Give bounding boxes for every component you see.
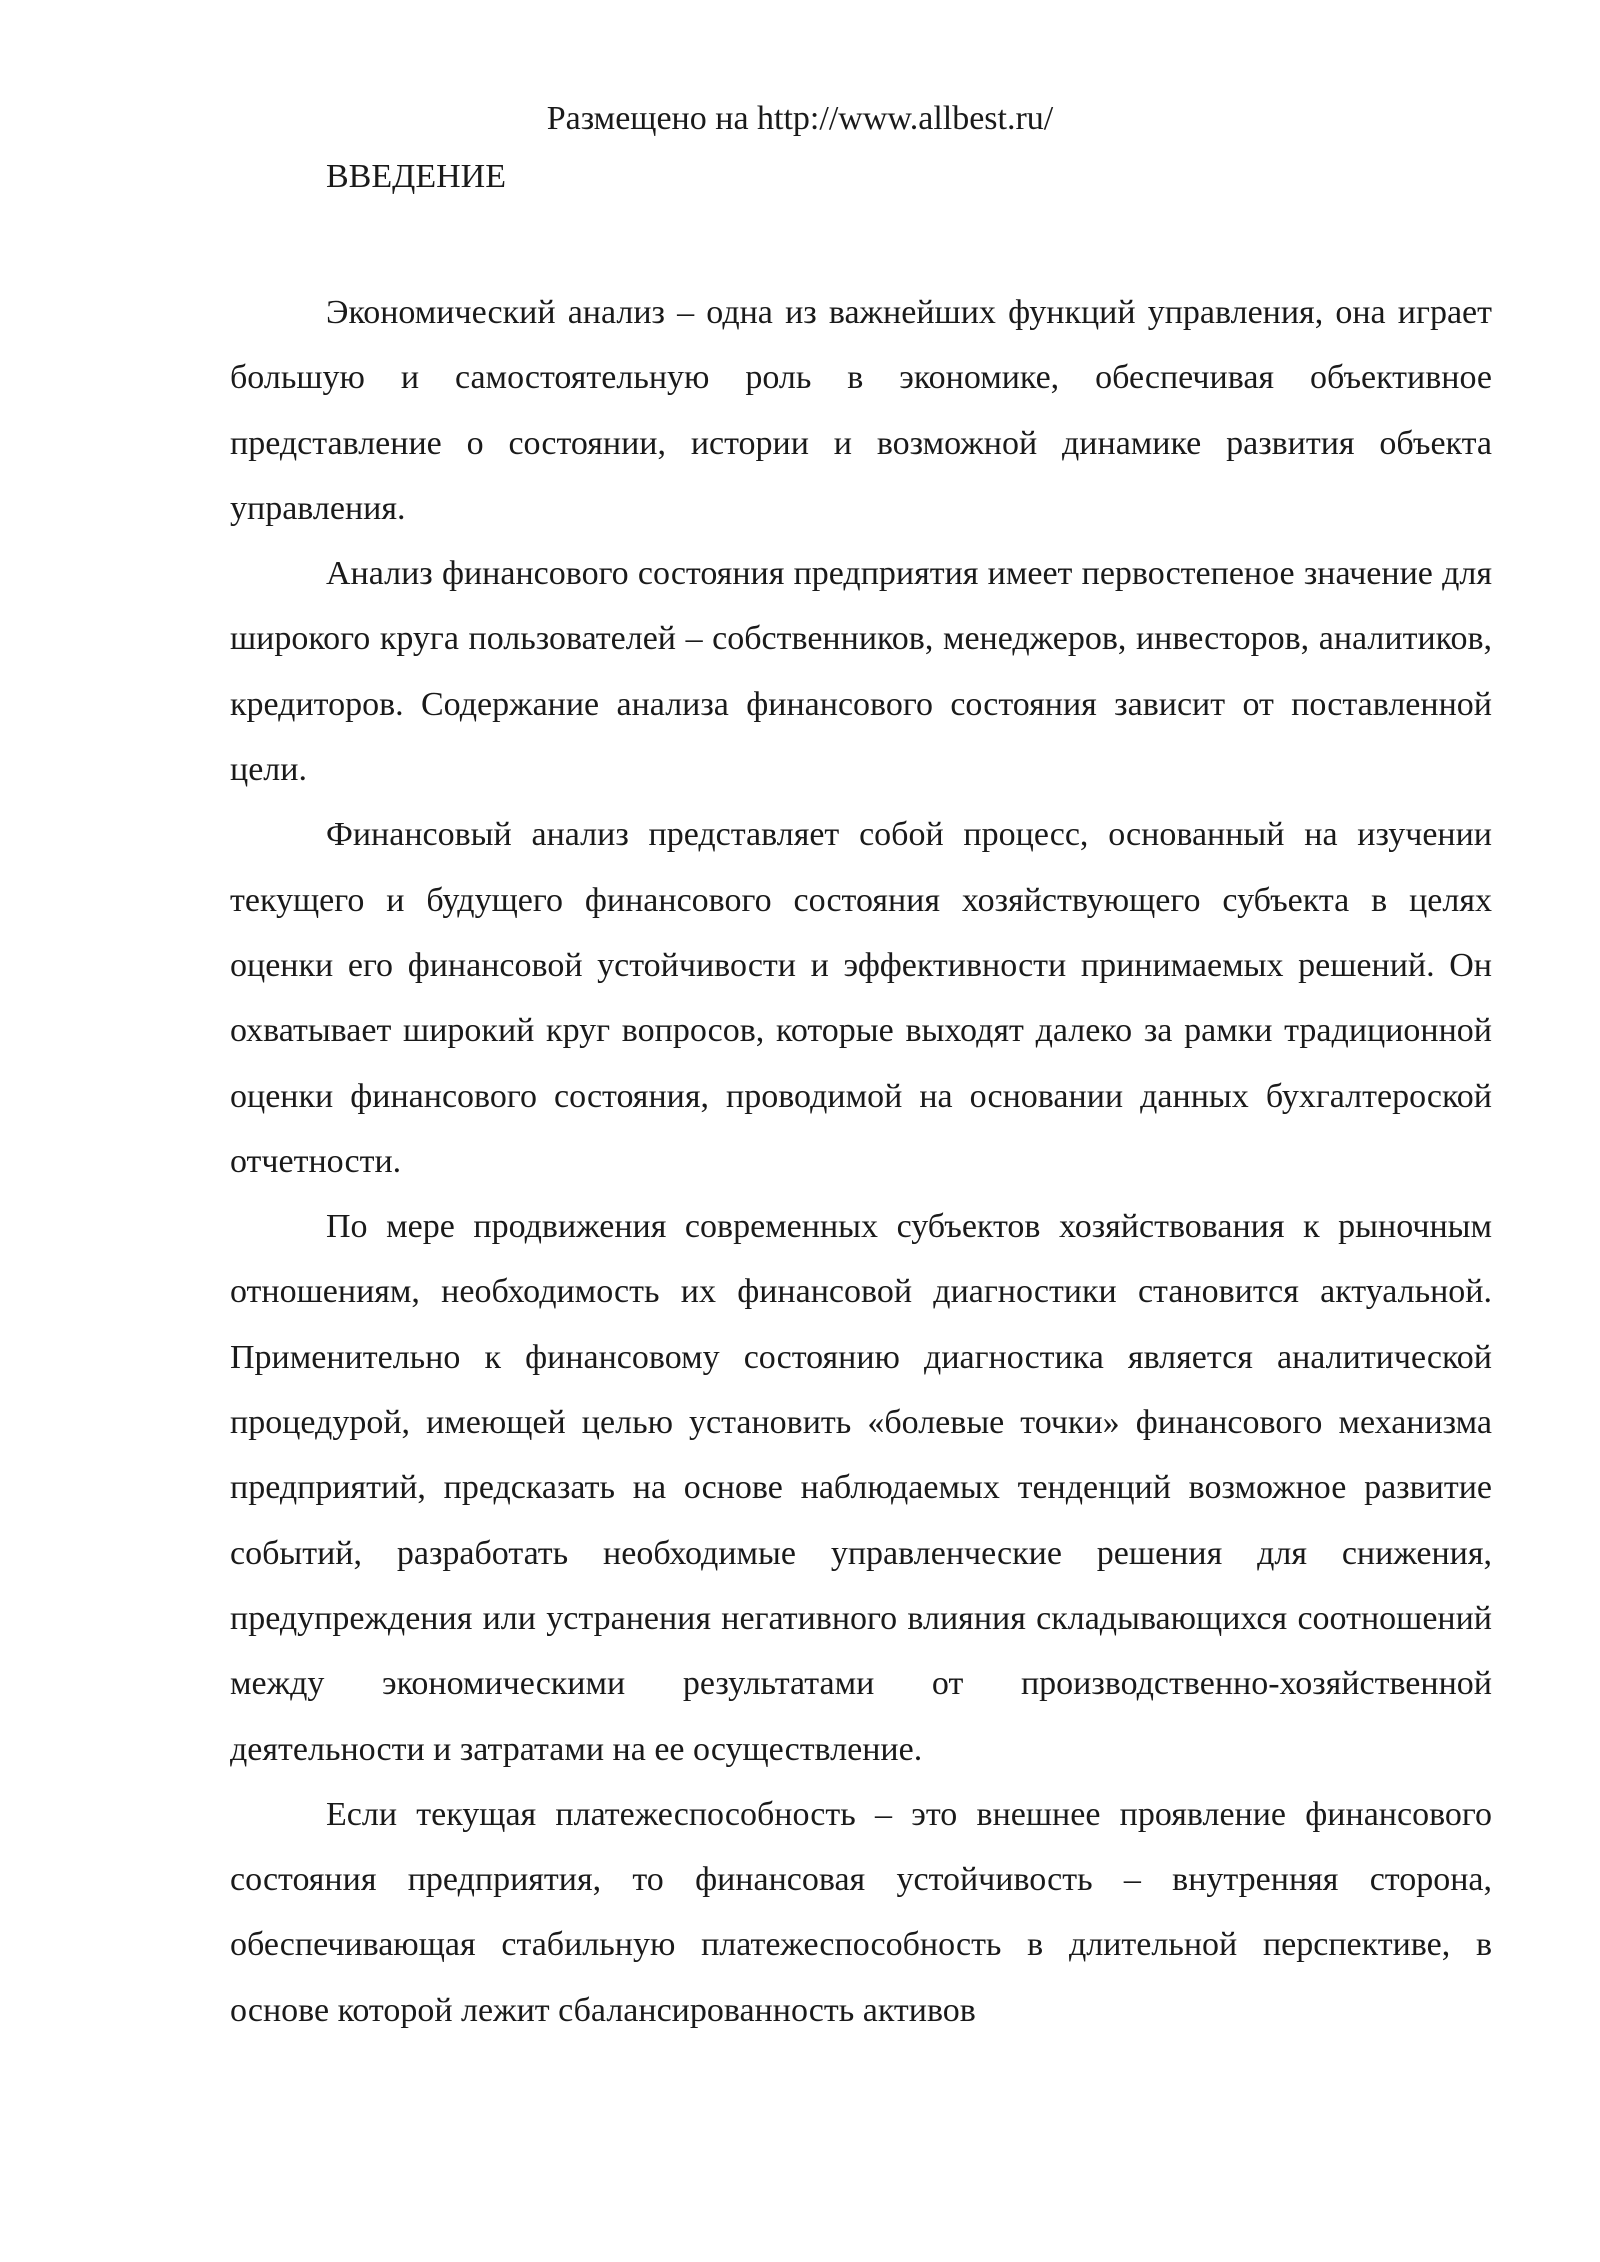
paragraph: Если текущая платежеспособность – это внешнее проявление финансового состояния предприятия, то финансовая устойчивость – внутренняя сторона, обеспечивающая стабильную платежеспособность в длительной перспективе, в основе которой лежит сбалансированность активов: [230, 1795, 1492, 2029]
paragraph: Экономический анализ – одна из важнейших функций управления, она играет большую и самостоятельную роль в экономике, обеспечивая объективное представление о состоянии, истории и возможной динамике развития объекта управления.: [230, 294, 1492, 527]
source-watermark-text: Размещено на http://www.allbest.ru/: [546, 100, 1054, 137]
paragraph: По мере продвижения современных субъектов хозяйствования к рыночным отношениям, необходимость их финансовой диагностики становится актуальной. Применительно к финансовому состоянию диагностика является аналитической процедурой, имеющей целью установить «болевые точки» финансового механизма предприятий, предсказать на основе наблюдаемых тенденций возможное развитие событий, разработать необходимые управленческие решения для снижения, предупреждения или устранения негативного влияния складывающихся соотношений между экономическими результатами от производственно-хозяйственной деятельности и затратами на ее осуществление.: [230, 1208, 1492, 1768]
section-heading: ВВЕДЕНИЕ: [326, 158, 506, 195]
body-text: [230, 280, 1492, 2043]
paragraph: Финансовый анализ представляет собой процесс, основанный на изучении текущего и будущего финансового состояния хозяйствующего субъекта в целях оценки его финансовой устойчивости и эффективности принимаемых решений. Он охватывает широкий круг вопросов, которые выходят далеко за рамки традиционной оценки финансового состояния, проводимой на основании данных бухгалтероской отчетности.: [230, 816, 1492, 1180]
paragraph: Анализ финансового состояния предприятия имеет первостепеное значение для широкого круга пользователей – собственников, менеджеров, инвесторов, аналитиков, кредиторов. Содержание анализа финансового состояния зависит от поставленной цели.: [230, 555, 1492, 789]
